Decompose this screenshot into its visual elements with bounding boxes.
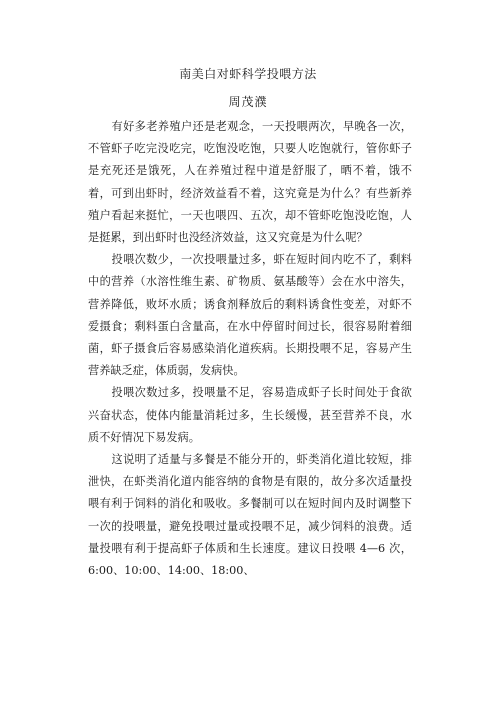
paragraph-2: 投喂次数少，一次投喂量过多，虾在短时间内吃不了，剩料中的营养（水溶性维生素、矿物质、氨基酸等）会在水中溶失，营养降低，败坏水质；诱食剂释放后的剩料诱食性变差，对虾不爱摄食；剩料蛋白含量高，在水中停留时间过长，很容易附着细菌，虾子摄食后容易感染消化道疾病。长期投喂不足，容易产生营养缺乏症，体质弱，发病快。	[88, 253, 412, 378]
document-body	[88, 116, 412, 582]
document-author: 周茂濮	[228, 95, 268, 109]
document-title: 南美白对虾科学投喂方法	[179, 67, 317, 81]
paragraph-1: 有好多老养殖户还是老观念，一天投喂两次，早晚各一次，不管虾子吃完没吃完，吃饱没吃饱，只要人吃饱就行，管你虾子是充死还是饿死，人在养殖过程中道是舒服了，晒不着，饿不着，可到出虾时，经济效益看不着，这究竟是为什么？有些新养殖户看起来挺忙，一天也喂四、五次，却不管虾吃饱没吃饱，人是挺累，到出虾时也没经济效益，这又究竟是为什么呢？	[88, 120, 412, 245]
paragraph-3: 投喂次数过多，投喂量不足，容易造成虾子长时间处于食欲兴奋状态，使体内能量消耗过多，生长缓慢，甚至营养不良，水质不好情况下易发病。	[88, 386, 412, 444]
paragraph-4: 这说明了适量与多餐是不能分开的，虾类消化道比较短，排泄快，在虾类消化道内能容纳的食物是有限的，故分多次适量投喂有利于饲料的消化和吸收。多餐制可以在短时间内及时调整下一次的投喂量，避免投喂过量或投喂不足，减少饲料的浪费。适量投喂有利于提高虾子体质和生长速度。建议日投喂 4—6 次，6:00、10:00、14:00、18:00、	[88, 453, 412, 578]
